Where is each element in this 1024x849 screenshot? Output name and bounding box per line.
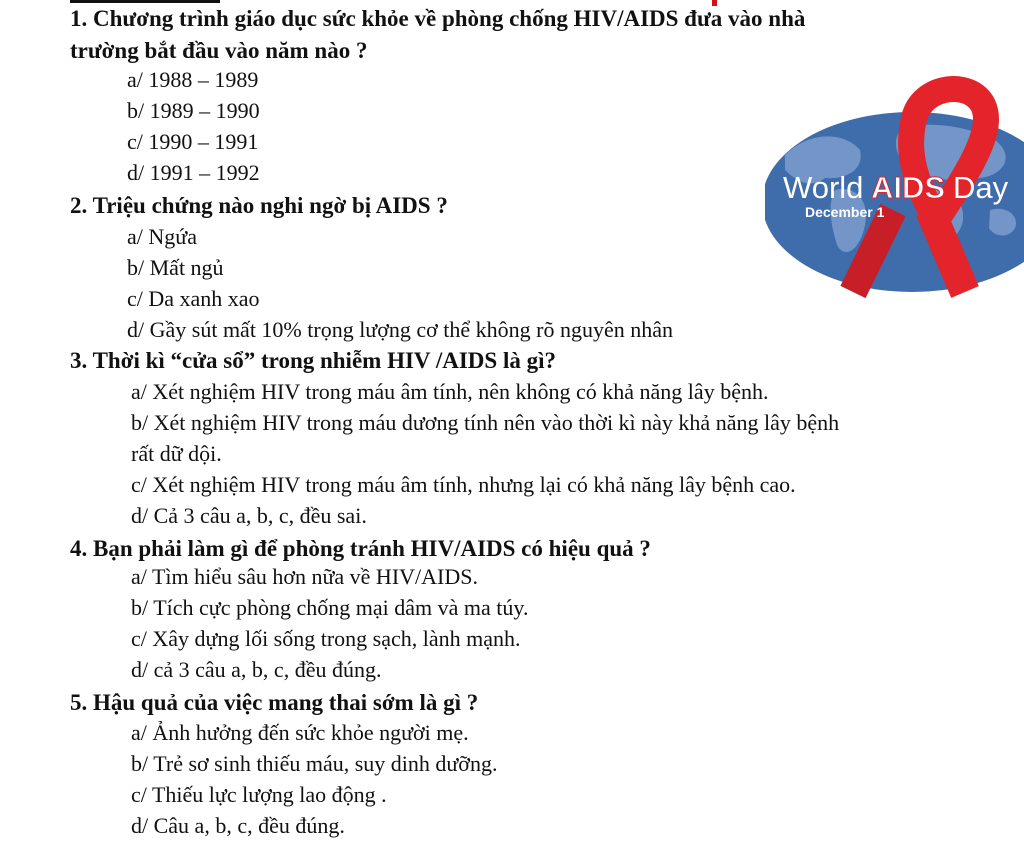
question-5-title: 5. Hậu quả của việc mang thai sớm là gì ? xyxy=(70,690,479,715)
question-3-option-b: b/ Xét nghiệm HIV trong máu dương tính nên vào thời kì này khả năng lây bệnh xyxy=(131,410,840,435)
question-3-option-d: d/ Cả 3 câu a, b, c, đều sai. xyxy=(131,503,367,528)
question-2-option-d: d/ Gầy sút mất 10% trọng lượng cơ thể không rõ nguyên nhân xyxy=(127,317,673,342)
question-1-option-d: d/ 1991 – 1992 xyxy=(127,160,260,185)
question-5-option-a: a/ Ảnh hưởng đến sức khỏe người mẹ. xyxy=(131,720,469,745)
logo-text-day: Day xyxy=(953,170,1009,205)
world-aids-day-logo xyxy=(765,60,1024,300)
question-5-option-b: b/ Trẻ sơ sinh thiếu máu, suy dinh dưỡng. xyxy=(131,751,498,776)
question-2-option-a: a/ Ngứa xyxy=(127,224,197,249)
question-4-option-b: b/ Tích cực phòng chống mại dâm và ma túy. xyxy=(131,595,529,620)
world-aids-day-logo-graphic xyxy=(765,60,1024,300)
question-1-option-b: b/ 1989 – 1990 xyxy=(127,98,260,123)
question-4-option-d: d/ cả 3 câu a, b, c, đều đúng. xyxy=(131,657,382,682)
question-3-title: 3. Thời kì “cửa sổ” trong nhiễm HIV /AIDS là gì? xyxy=(70,348,556,373)
question-1-option-a: a/ 1988 – 1989 xyxy=(127,67,259,92)
question-3-option-c: c/ Xét nghiệm HIV trong máu âm tính, nhưng lại có khả năng lây bệnh cao. xyxy=(131,472,796,497)
question-3-option-a: a/ Xét nghiệm HIV trong máu âm tính, nên không có khả năng lây bệnh. xyxy=(131,379,769,404)
logo-text-date: December 1 xyxy=(805,204,885,220)
logo-text-world: World xyxy=(783,170,864,205)
question-1-option-c: c/ 1990 – 1991 xyxy=(127,129,259,154)
question-5-option-c: c/ Thiếu lực lượng lao động . xyxy=(131,782,387,807)
question-4-title: 4. Bạn phải làm gì để phòng tránh HIV/AIDS có hiệu quả ? xyxy=(70,536,651,561)
question-1-title-line2: trường bắt đầu vào năm nào ? xyxy=(70,38,368,63)
question-1-title-line1: 1. Chương trình giáo dục sức khỏe về phòng chống HIV/AIDS đưa vào nhà xyxy=(70,6,806,31)
question-5-option-d: d/ Câu a, b, c, đều đúng. xyxy=(131,813,345,838)
logo-text-aids: AIDS xyxy=(871,170,946,205)
question-4-option-c: c/ Xây dựng lối sống trong sạch, lành mạnh. xyxy=(131,626,521,651)
question-4-option-a: a/ Tìm hiểu sâu hơn nữa về HIV/AIDS. xyxy=(131,564,478,589)
question-2-title: 2. Triệu chứng nào nghi ngờ bị AIDS ? xyxy=(70,193,448,218)
question-3-option-b-continued: rất dữ dội. xyxy=(131,441,222,466)
question-2-option-b: b/ Mất ngủ xyxy=(127,255,224,280)
question-2-option-c: c/ Da xanh xao xyxy=(127,286,260,311)
top-rule xyxy=(70,0,220,3)
